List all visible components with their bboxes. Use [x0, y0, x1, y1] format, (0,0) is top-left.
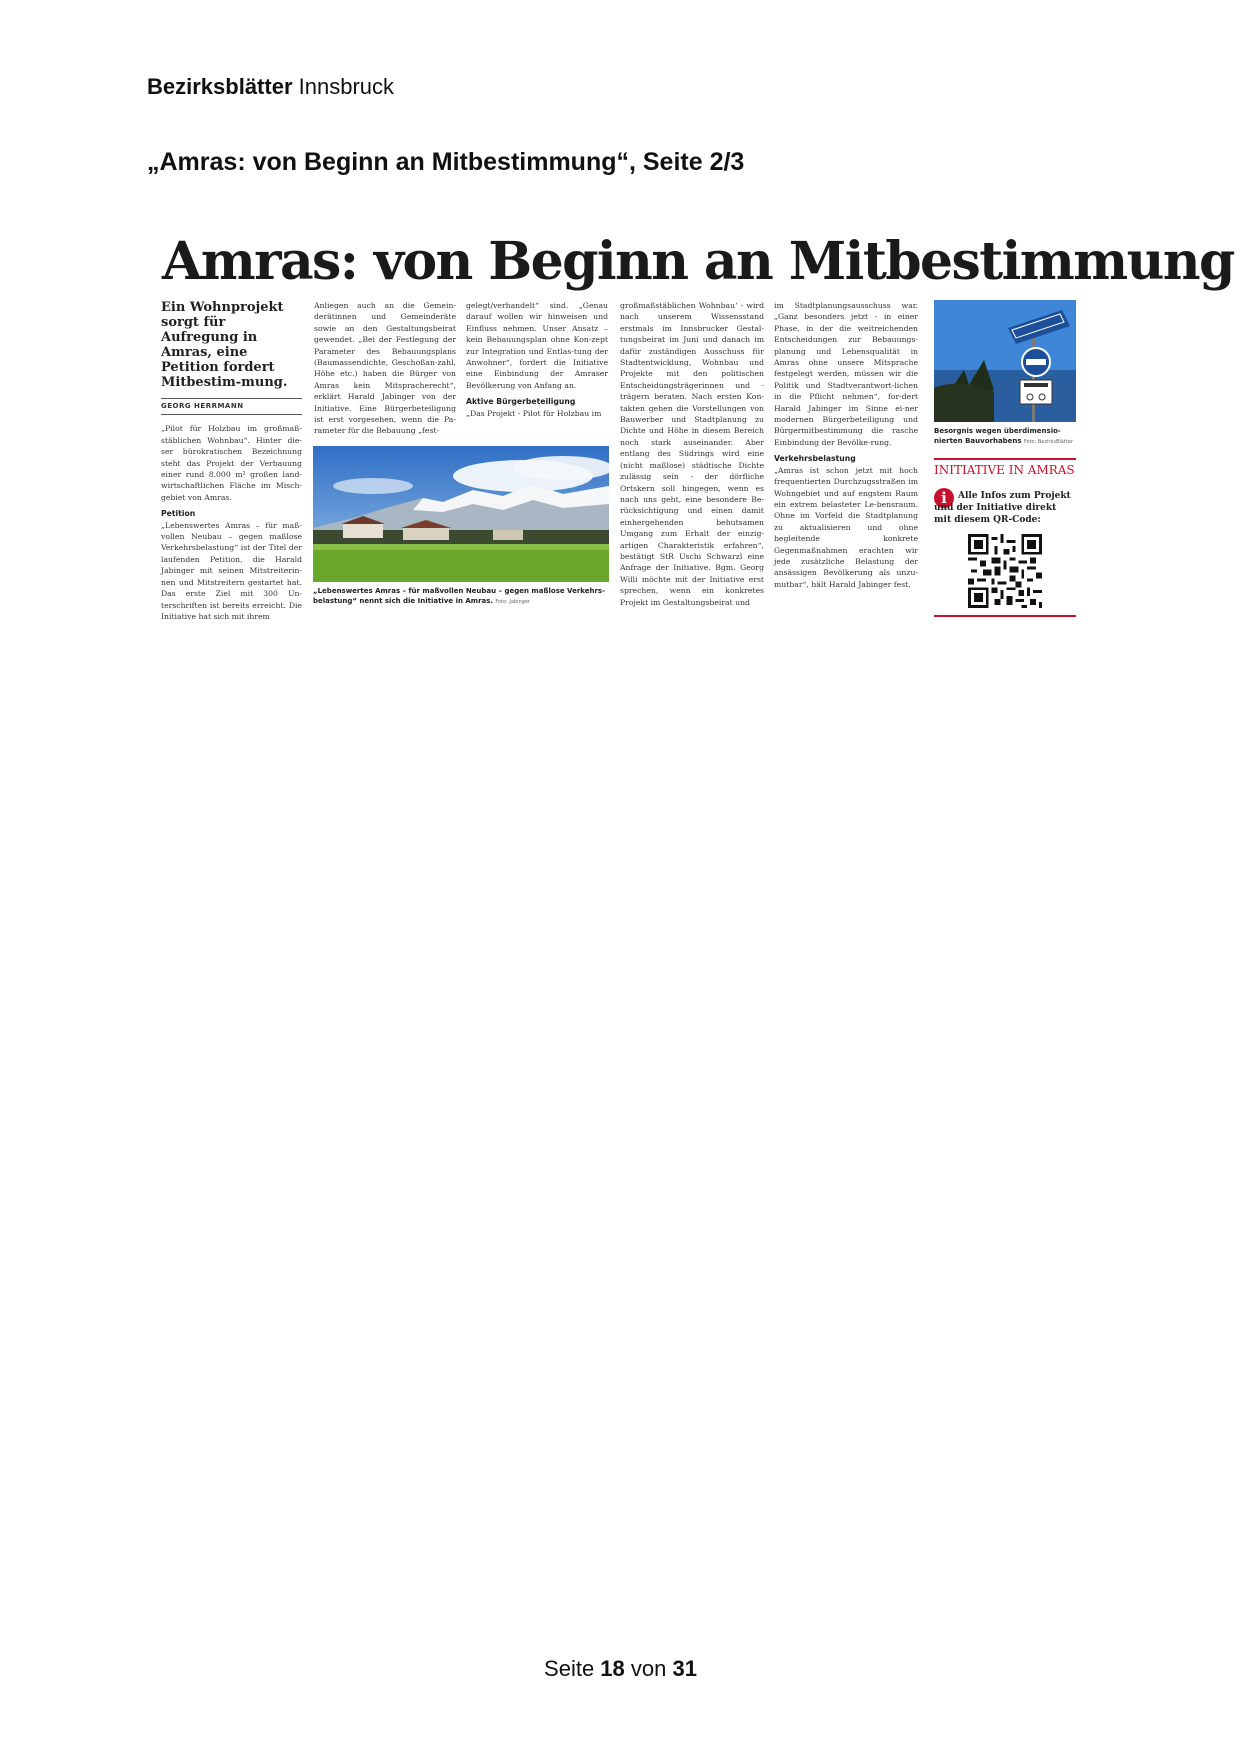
photo-credit: Foto: Jabinger	[495, 599, 530, 605]
col3-paragraph-1: gelegt/verhandelt“ sind. „Genau darauf wollen wir hinweisen und Einfluss nehmen. Unser Ansatz – kein Bebauungsplan ohne Kon-zept zur Integration und Entlas-tung der Anwohner“, fordert die Initiative eine Einbindung der Amraser Bevölkerung von Anfang an.	[466, 301, 608, 390]
subhead-verkehrsbelastung: Verkehrsbelastung	[774, 454, 856, 464]
article-headline: Amras: von Beginn an Mitbestimmung	[162, 231, 1234, 292]
subhead-buergerbeteiligung: Aktive Bürgerbeteiligung	[466, 397, 576, 407]
sign-caption	[934, 426, 1076, 447]
column-5	[774, 300, 918, 590]
source-location: Innsbruck	[292, 74, 395, 99]
sign-credit: Foto: BezirksBlätter	[1023, 439, 1073, 445]
author-byline: GEORG HERRMANN	[161, 398, 302, 415]
col1-paragraph-2: „Lebenswertes Amras – für maß-vollen Neubau – gegen maßlose Verkehrsbelastung“ ist der Titel der laufenden Petition, die Harald Jabinger mit seinen Mitstreiterin-nen und Mitstreitern gestartet hat. Das erste Ziel mit 300 Un-terschriften ist bereits erreicht. Die Initiative hat sich mit ihrem	[161, 520, 302, 621]
col2-paragraph-1: Anliegen auch an die Gemein-derätinnen und Gemeinderäte sowie an den Gestaltungsbeirat gewendet. „Bei der Festlegung der Parameter des Bebauungsplans (Baumassendichte, Geschoßan-zahl, Höhe etc.) haben die Bürger von Amras kein Mitspracherecht“, erklärt Harald Jabinger von der Initiative. Eine Bürgerbeteiligung ist erst vorgesehen, wenn die Pa-rameter für die Bebauung „fest-	[314, 301, 456, 436]
qr-code-icon	[968, 534, 1042, 608]
column-4	[620, 300, 764, 608]
subhead-petition: Petition	[161, 509, 196, 519]
article-lead: Ein Wohnprojekt sorgt für Aufregung in Amras, eine Petition fordert Mitbestim-mung.	[161, 300, 288, 390]
col4-paragraph-1: großmaßstäblichen Wohnbau‘ - wird nach unserem Wissensstand erstmals im Innsbrucker Gestal-tungsbeirat im Juni und danach im dafür zuständigen Ausschuss für Stadtentwicklung, Wohnbau und Projekte mit den politischen Entscheidungsträgerinnen und -trägern beraten. Nach ersten Kon-takten gehen die Vorstellungen von Bauwerber und Stadtplanung zu Dichte und Höhe in diesem Bereich noch stark auseinander. Aber entlang des Südrings wird eine (nicht maßlose) städtische Dichte zulässig sein - der dörfliche Ortskern soll hingegen, wenn es nach uns geht, eine besondere Be-rücksichtigung und einen damit einhergehenden behutsamen Umgang zum Erhalt der einzig-artigen Charakteristik erfahren“, bestätigt StR Uschi Schwarzl eine Anfrage der Initiative. Bgm. Georg Willi möchte mit der Initiative erst sprechen, wenn ein konkretes Projekt im Gestaltungsbeirat und	[620, 301, 764, 607]
footer-page-number: 18	[600, 1656, 625, 1681]
info-box-title: INITIATIVE IN AMRAS	[934, 458, 1076, 477]
sign-caption-text: Besorgnis wegen überdimensio-nierten Bauvorhabens	[934, 427, 1061, 445]
info-box-text: Alle Infos zum Projekt und der Initiative direkt mit diesem QR-Code:	[934, 491, 1071, 525]
newspaper-clipping	[158, 231, 1234, 628]
source-name: Bezirksblätter	[147, 74, 293, 99]
footer-mid: von	[624, 1656, 673, 1681]
col5-paragraph-2: „Amras ist schon jetzt mit hoch frequentierten Durchzugsstraßen im Wohngebiet und auf engstem Raum ein extrem belasteter Le-bensraum. Ohne im Vorfeld die Stadtplanung zu aktualisieren und ohne begleitende konkrete Gegenmaßnahmen erachten wir jede zusätzliche Belastung der ansässigen Bevölkerung als unzu-mutbar“, hält Harald Jabinger fest.	[774, 465, 918, 589]
document-title: „Amras: von Beginn an Mitbestimmung“, Seite 2/3	[147, 148, 745, 176]
col3-paragraph-2: „Das Projekt - Pilot für Holzbau im	[466, 408, 602, 418]
footer-page-total: 31	[672, 1656, 697, 1681]
column-3	[466, 300, 608, 419]
col5-paragraph-1: im Stadtplanungsausschuss war. „Ganz besonders jetzt - in einer Phase, in der die weitreichenden Entscheidungen zur Bebauungs-planung und Lebensqualität in Amras ohne unsere Mitsprache festgelegt werden, müssen wir die Politik und Stadtverantwort-lichen in die Pflicht nehmen“, for-dert Harald Jabinger im Sinne ei-ner modernen Bürgerbeteiligung und Bürgermitbestimmung die rasche Einbindung der Bevölke-rung.	[774, 301, 918, 447]
info-box-rule	[934, 615, 1076, 617]
footer-prefix: Seite	[544, 1656, 601, 1681]
col1-paragraph-1: „Pilot für Holzbau im großmaß-stäblichen Wohnbau“. Hinter die-ser bürokratischen Bezeichnung steht das Projekt der Verbauung einer rund 8.000 m² großen land-wirtschaftlichen Fläche im Misch-gebiet von Amras.	[161, 424, 302, 502]
landscape-photo	[313, 446, 609, 582]
qr-code[interactable]	[968, 534, 1042, 608]
column-2	[314, 300, 456, 437]
column-1	[161, 300, 302, 622]
photo-caption	[313, 586, 609, 607]
amras-landscape-image	[313, 446, 609, 582]
photo-caption-text: „Lebenswertes Amras – für maßvollen Neubau – gegen maßlose Verkehrs-belastung“ nennt sich die Initiative in Amras.	[313, 587, 606, 605]
info-icon: i	[934, 488, 954, 508]
street-sign-image	[934, 300, 1076, 422]
page-footer	[0, 1656, 1241, 1682]
source-line	[147, 74, 394, 100]
sign-photo	[934, 300, 1076, 422]
